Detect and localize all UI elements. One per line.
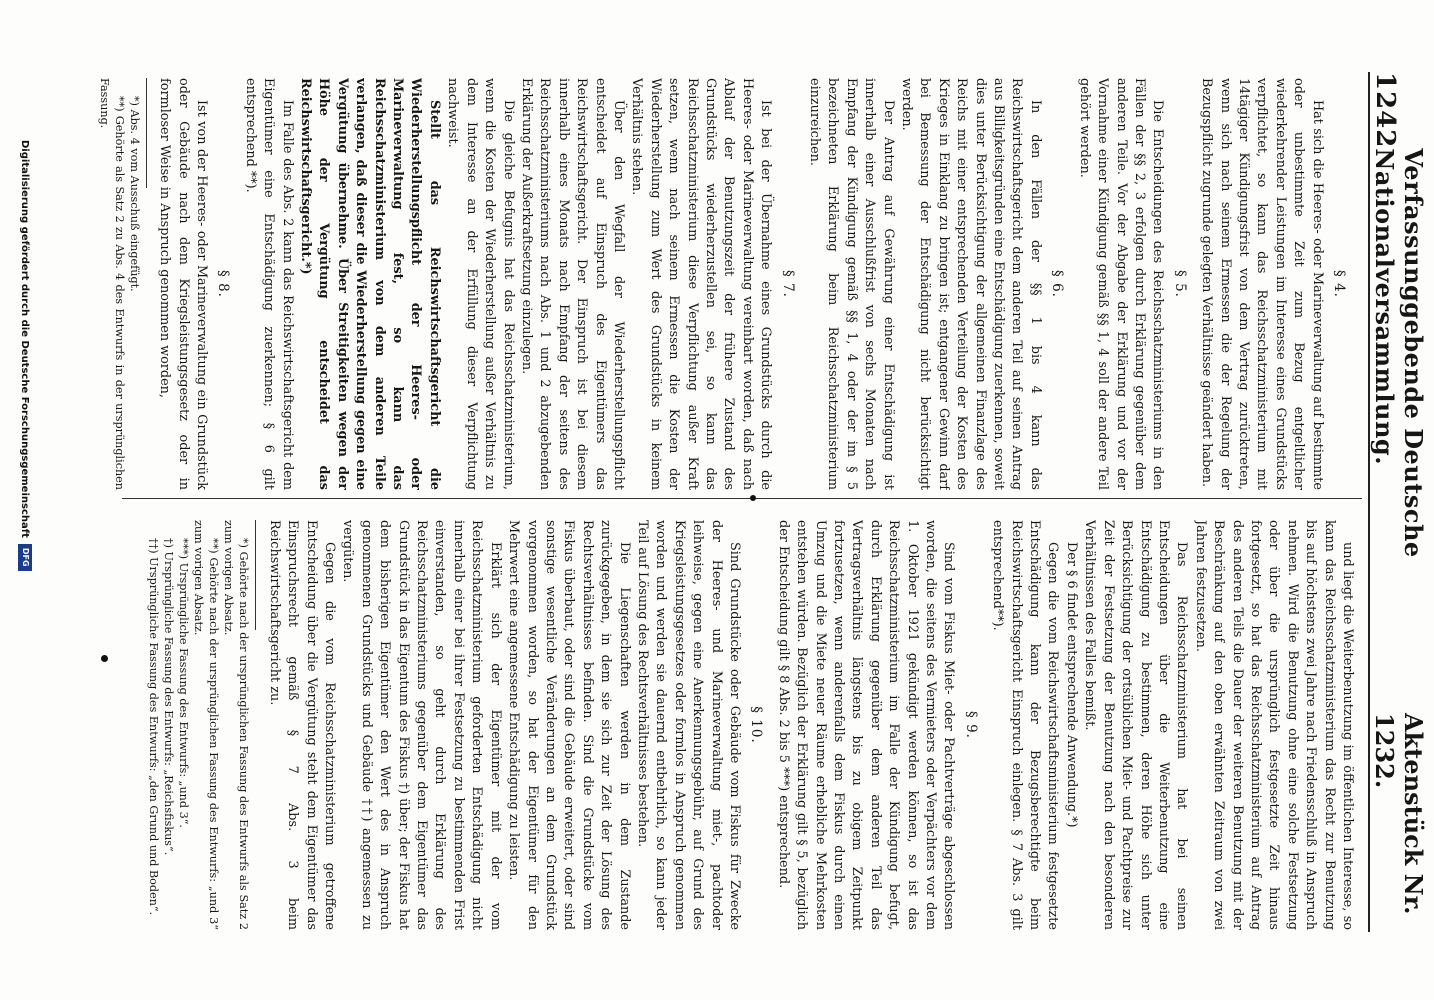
footnote: †) Ursprüngliche Fassung des Entwurfs: „Reichsfiskus“.: [162, 538, 176, 856]
paragraph: In den Fällen der §§ 1 bis 4 kann das Reichswirtschaftsgericht dem anderen Teil auf seinen Antrag aus Billigkeitsgründen eine Entschädigung zuerkennen, soweit dies unter Berücksichtigung der allgemeinen Finanzlage des Reichs mit einer entsprechenden Verteilung der Kosten des Krieges in Einklang zu bringen ist; entgangener Gewinn darf bei Bemessung der Entschädigung nicht berücksichtigt werden.: [899, 78, 1043, 490]
paragraph: Über den Wegfall der Wiederherstellungspflicht entscheidet auf Einspruch des Eigentümers das Reichswirtschaftsgericht. Der Einspruch ist bei diesem innerhalb eines Monats nach Empfang der seitens des Reichsschatzministeriums nach Abs. 1 und 2 abzugebenden Erklärung der Außerkraftsetzung einzulegen.: [518, 78, 626, 490]
section-heading: § 5.: [1171, 270, 1188, 298]
column-divider: [122, 498, 1362, 499]
footnote: *) Abs. 4 vom Ausschuß eingefügt.: [127, 96, 141, 292]
paragraph: und liegt die Weiterbenutzung im öffentlichen Interesse, so kann das Reichsschatzministerium das Recht zur Benutzung bis auf höchstens zwei Jahre nach Friedensschluß in Anspruch nehmen. Wird die Benutzung ohne eine solche Festsetzung oder über die ursprünglich festgesetzte Zeit hinaus fortgesetzt, so hat das Reichsschatzministerium auf Antrag des anderen Teils die Dauer der weiteren Benutzung mit der Beschränkung auf den oben erwähnten Zeitraum von zwei Jahren festzusetzen.: [1192, 520, 1355, 930]
paragraph: Die Entscheidungen des Reichsschatzministeriums in den Fällen der §§ 2, 3 erfolgen durch Erklärung gegenüber dem anderen Teile. Vor der Abgabe der Erklärung und vor der Vornahme einer Kündigung gemäß §§ 1, 4 soll der andere Teil gehört werden.: [1076, 78, 1166, 490]
page-number: 1242: [1370, 72, 1400, 149]
paragraph: Die Liegenschaften werden in dem Zustande zurückgegeben, in dem sie sich zur Zeit der Lösung des Rechtsverhältnisses befinden. Sind die Grundstücke vom Fiskus überbaut, oder sind die Gebäude erweitert, oder sind sonstige wesentliche Veränderungen an dem Grundstück vorgenommen worden, so hat der Eigentümer für den Mehrwert eine angemessene Entschädigung zu leisten.: [506, 520, 632, 930]
paragraph: Stellt das Reichswirtschaftsgericht die Wiederherstellungspflicht der Heeres- oder Marineverwaltung fest, so kann das Reichsschatzministerium von dem anderen Teile verlangen, daß dieser die Wiederherstellung gegen eine Vergütung übernehme. Über Streitigkeiten wegen der Höhe der Vergütung entscheidet das Reichswirtschaftsgericht.*): [298, 78, 442, 490]
footnote: **) Gehörte nach der ursprünglichen Fassung des Entwurfs: „und 3“ zum vorigen Absatz.: [192, 520, 221, 930]
page-mark: [101, 655, 108, 662]
paragraph: Sind Grundstücke oder Gebäude vom Fiskus für Zwecke der Heeres- und Marineverwaltung miet-, pachtoder leihweise, gegen eine Anerkennungsgebühr, auf Grund des Kriegsleistungsgesetzes oder formlos in Anspruch genommen worden und werden sie dauernd entbehrlich, so kann jeder Teil auf Lösung des Rechtsverhältnisses bestehen.: [634, 520, 742, 930]
footnote-rule: [255, 520, 256, 630]
paragraph: Das Reichsschatzministerium hat bei seinen Entscheidungen über die Weiterbenutzung eine Entschädigung zu bestimmen, deren Höhe sich unter Berücksichtigung der ortsüblichen Miet- und Pachtpreise zur Zeit der Festsetzung der Benutzung nach den besonderen Verhältnissen des Falles bemißt.: [1082, 520, 1190, 930]
paragraph: Ist bei der Übernahme eines Grundstücks durch die Heeres- oder Marineverwaltung vereinbart worden, daß nach Ablauf der Benutzungszeit der frühere Zustand des Grundstücks wiederherzustellen sei, so kann das Reichsschatzministerium diese Verpflichtung außer Kraft setzen, wenn nach seinem Ermessen die Kosten der Wiederherstellung zum Wert des Grundstücks in keinem Verhältnis stehen.: [629, 78, 774, 490]
section-heading: § 10.: [748, 706, 765, 744]
section-heading: § 4.: [1331, 270, 1347, 298]
digitization-note: [18, 140, 32, 571]
paragraph: Hat sich die Heeres- oder Marineverwaltung auf bestimmte oder unbestimmte Zeit zum Bezug entgeltlicher wiederkehrender Leistungen im Interesse eines Grundstücks verpflichtet, so kann das Reichsschatzministerium mit 14tägiger Kündigungsfrist von dem Vertrag zurücktreten, wenn sich nach seinem Ermessen die der Regelung der Bezugspflicht zugrunde gelegten Verhältnisse geändert haben.: [1199, 78, 1325, 490]
section-heading: § 9.: [962, 711, 979, 739]
page-header: [1368, 72, 1428, 932]
paragraph: Ist von der Heeres- oder Marineverwaltung ein Grundstück oder Gebäude nach dem Kriegsleistungsgesetz oder in formloser Weise in Anspruch genommen worden,: [157, 78, 210, 490]
paragraph: Sind vom Fiskus Miet- oder Pachtverträge abgeschlossen worden, die seitens des Vermieters oder Verpächters vor dem 1. Oktober 1921 gekündigt werden können, so ist das Reichsschatzministerium im Falle der Kündigung befugt, durch Erklärung gegenüber dem anderen Teil das Vertragsverhältnis längstens bis zu obigem Zeitpunkt fortzusetzen, wenn anderenfalls dem Fiskus durch einen Umzug und die Miete neuer Räume erhebliche Mehrkosten entstehen würden. Bezüglich der Erklärung gilt § 5, bezüglich der Entscheidung gilt § 8 Abs. 2 bis 5 ***) entsprechend.: [775, 520, 957, 930]
footnote-rule: [146, 78, 147, 188]
section-heading: § 6.: [1049, 270, 1066, 298]
footnote: **) Gehörte als Satz 2 zu Abs. 4 des Entwurfs in der ursprünglichen Fassung.: [97, 78, 126, 490]
footnote: ††) Ursprüngliche Fassung des Entwurfs: „den Grund und Boden“.: [147, 538, 161, 916]
document-number: Aktenstück Nr. 1232.: [1370, 713, 1428, 915]
paragraph: Die gleiche Befugnis hat das Reichsschatzministerium, wenn die Kosten der Wiederherstellung außer Verhältnis zu dem Interesse an der Erfüllung dieser Verpflichtung nachweist.: [445, 78, 516, 490]
right-column: [146, 520, 1356, 930]
dfg-logo: DFG: [18, 544, 32, 571]
paragraph: Erklärt sich der Eigentümer mit der vom Reichsschatzministerium geforderten Entschädigung nicht innerhalb einer bei ihrer Festsetzung zu bestimmenden Frist einverstanden, so geht durch Erklärung des Reichsschatzministeriums gegenüber dem Eigentümer das Grundstück in das Eigentum des Fiskus †) über; der Fiskus hat dem bisherigen Eigentümer den Wert des in Anspruch genommenen Grundstücks und Gebäude ††) angemessen zu vergüten.: [340, 520, 503, 930]
footnote: ***) Ursprüngliche Fassung des Entwurfs: „und 3“.: [177, 538, 191, 828]
divider-mark: [750, 495, 756, 501]
paragraph: Der Antrag auf Gewährung einer Entschädigung ist innerhalb einer Ausschlußfrist von sechs Monaten nach Empfang der Kündigung gemäß §§ 1, 4 oder der im § 5 bezeichneten Erklärung beim Reichsschatzministerium einzureichen.: [807, 78, 896, 490]
left-column: [97, 78, 1356, 490]
paragraph: Gegen die vom Reichswirtschaftsministerium festgesetzte Entschädigung kann der Bezugsberechtigte beim Reichswirtschaftsgericht Einspruch einlegen. § 7 Abs. 3 gilt entsprechend**).: [990, 520, 1061, 930]
paragraph: Der § 6 findet entsprechende Anwendung.*): [1063, 542, 1079, 828]
paragraph: Im Falle des Abs. 2 kann das Reichswirtschaftsgericht dem Eigentümer eine Entschädigung zuerkennen; § 6 gilt entsprechend **).: [242, 78, 295, 490]
funding-text: Digitalisierung gefördert durch die Deutsche Forschungsgemeinschaft: [19, 140, 31, 538]
paragraph: Gegen die vom Reichsschatzministerium getroffene Entscheidung über die Vergütung steht dem Eigentümer das Einspruchsrecht gemäß § 7 Abs. 3 beim Reichswirtschaftsgericht zu.: [266, 520, 338, 930]
footnote: *) Gehörte nach der ursprünglichen Fassung des Entwurfs als Satz 2 zum vorigen Absatz.: [222, 520, 251, 930]
section-heading: § 7.: [779, 270, 796, 298]
header-title: Verfassunggebende Deutsche Nationalversammlung.: [1370, 148, 1428, 558]
section-heading: § 8.: [215, 270, 232, 298]
